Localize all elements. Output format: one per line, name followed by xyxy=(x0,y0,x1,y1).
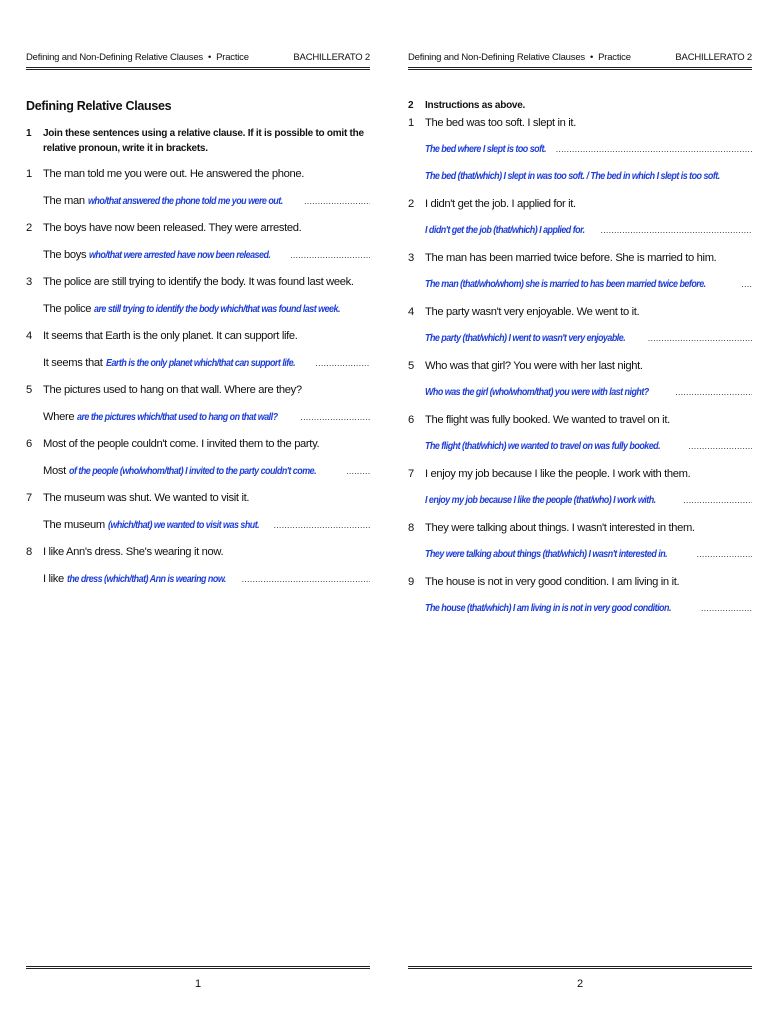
instructions-text: Instructions as above. xyxy=(425,100,526,111)
answer-text: The party (that/which) I went to wasn't very enjoyable. xyxy=(425,333,626,344)
exercise-item xyxy=(26,546,370,600)
answer-text: (which/that) we wanted to visit was shut. xyxy=(107,520,259,531)
item-question: I enjoy my job because I like the people. I work with them. xyxy=(425,468,691,480)
page-number: 2 xyxy=(576,978,584,990)
item-question: The police are still trying to identify the body. It was found last week. xyxy=(43,276,354,288)
answer-prefix: Where xyxy=(43,411,75,423)
answer-dots xyxy=(315,358,370,368)
page-number: 1 xyxy=(194,978,202,990)
item-question: They were talking about things. I wasn't interested in them. xyxy=(425,522,695,534)
header-title: Defining and Non-Defining Relative Clauses xyxy=(26,52,203,63)
item-question: The man has been married twice before. She is married to him. xyxy=(425,252,717,264)
page-content xyxy=(408,97,752,630)
answer-dots xyxy=(648,333,752,343)
instructions-text: Join these sentences using a relative clause. If it is possible to omit the relative pronoun, write it in brackets. xyxy=(43,128,364,154)
item-number: 6 xyxy=(26,438,32,450)
answer-text: of the people (who/whom/that) I invited to the party couldn't come. xyxy=(68,466,316,477)
answer-text: They were talking about things (that/which) I wasn't interested in. xyxy=(425,549,668,560)
item-number: 3 xyxy=(26,276,32,288)
item-number: 7 xyxy=(26,492,32,504)
answer-dots xyxy=(683,495,752,505)
item-question: The pictures used to hang on that wall. Where are they? xyxy=(43,384,302,396)
answer-text: Earth is the only planet which/that can support life. xyxy=(105,358,295,369)
item-number: 6 xyxy=(408,414,414,426)
answer-text: I enjoy my job because I like the people (that/who) I work with. xyxy=(425,495,656,506)
item-number: 2 xyxy=(26,222,32,234)
header-level: BACHILLERATO 2 xyxy=(293,52,370,63)
answer-dots xyxy=(701,603,752,613)
exercise-item xyxy=(408,360,752,414)
answer-prefix: The man xyxy=(43,195,85,207)
exercise-item xyxy=(26,222,370,276)
section-title: Defining Relative Clauses xyxy=(26,99,172,113)
page-content xyxy=(26,97,370,600)
exercise-item xyxy=(408,468,752,522)
answer-prefix: It seems that xyxy=(43,357,103,369)
header-title-group xyxy=(408,52,631,63)
exercise-item xyxy=(26,330,370,384)
item-number: 4 xyxy=(26,330,32,342)
exercise-item xyxy=(26,384,370,438)
item-number: 7 xyxy=(408,468,414,480)
page-footer-rule xyxy=(408,966,752,972)
page-2 xyxy=(402,0,758,1024)
item-question: The bed was too soft. I slept in it. xyxy=(425,117,576,129)
exercise-number: 2 xyxy=(408,100,414,111)
item-number: 8 xyxy=(26,546,32,558)
answer-text: The house (that/which) I am living in is not in very good condition. xyxy=(425,603,671,614)
page-1 xyxy=(20,0,376,1024)
item-number: 5 xyxy=(408,360,414,372)
header-bullet: • xyxy=(207,52,212,63)
exercise-item xyxy=(408,198,752,252)
item-question: The man told me you were out. He answered the phone. xyxy=(43,168,305,180)
item-number: 1 xyxy=(26,168,32,180)
header-title: Defining and Non-Defining Relative Clauses xyxy=(408,52,585,63)
answer-dots xyxy=(274,520,370,530)
header-title-group xyxy=(26,52,249,63)
item-number: 2 xyxy=(408,198,414,210)
item-question: The boys have now been released. They were arrested. xyxy=(43,222,302,234)
item-question: The house is not in very good condition. I am living in it. xyxy=(425,576,680,588)
answer-dots xyxy=(556,144,752,154)
item-question: I like Ann's dress. She's wearing it now. xyxy=(43,546,224,558)
item-question: The museum was shut. We wanted to visit it. xyxy=(43,492,250,504)
exercise-item xyxy=(26,438,370,492)
answer-prefix: The boys xyxy=(43,249,87,261)
answer-text: are the pictures which/that used to hang on that wall? xyxy=(77,412,278,423)
page-footer-rule xyxy=(26,966,370,972)
exercise-item xyxy=(408,576,752,630)
exercise-item xyxy=(408,414,752,468)
item-number: 8 xyxy=(408,522,414,534)
answer-text: The bed where I slept is too soft. xyxy=(425,144,546,155)
item-number: 5 xyxy=(26,384,32,396)
exercise-item xyxy=(26,168,370,222)
item-number: 4 xyxy=(408,306,414,318)
exercise-instructions xyxy=(26,122,370,168)
answer-dots xyxy=(242,574,370,584)
header-subtitle: Practice xyxy=(598,52,631,63)
answer-prefix: I like xyxy=(43,573,64,585)
answer-prefix: The museum xyxy=(43,519,105,531)
exercise-item xyxy=(408,252,752,306)
answer-text: who/that answered the phone told me you were out. xyxy=(87,196,283,207)
header-bullet: • xyxy=(589,52,594,63)
answer-dots xyxy=(741,279,752,289)
answer-dots xyxy=(601,225,752,235)
exercise-item xyxy=(26,276,370,330)
item-question: The party wasn't very enjoyable. We went to it. xyxy=(425,306,640,318)
answer-text: Who was the girl (who/whom/that) you were with last night? xyxy=(425,387,649,398)
answer-dots xyxy=(697,549,752,559)
answer-prefix: The police xyxy=(43,303,92,315)
answer-text: I didn't get the job (that/which) I applied for. xyxy=(425,225,585,236)
header-level: BACHILLERATO 2 xyxy=(675,52,752,63)
item-number: 1 xyxy=(408,117,414,129)
item-question: It seems that Earth is the only planet. It can support life. xyxy=(43,330,298,342)
item-question: Most of the people couldn't come. I invited them to the party. xyxy=(43,438,320,450)
exercise-item xyxy=(408,522,752,576)
item-question: I didn't get the job. I applied for it. xyxy=(425,198,576,210)
item-question: Who was that girl? You were with her last night. xyxy=(425,360,643,372)
answer-text: The flight (that/which) we wanted to travel on was fully booked. xyxy=(425,441,661,452)
answer-dots xyxy=(290,250,370,260)
answer-text: who/that were arrested have now been released. xyxy=(89,250,271,261)
header-subtitle: Practice xyxy=(216,52,249,63)
item-question: The flight was fully booked. We wanted to travel on it. xyxy=(425,414,670,426)
answer-text: The bed (that/which) I slept in was too soft. / The bed in which I slept is too soft. xyxy=(425,171,720,182)
answer-dots xyxy=(300,412,370,422)
answer-text: The man (that/who/whom) she is married to has been married twice before. xyxy=(425,279,706,290)
answer-prefix: Most xyxy=(43,465,66,477)
item-number: 3 xyxy=(408,252,414,264)
page-header xyxy=(408,40,752,70)
answer-text: are still trying to identify the body which/that was found last week. xyxy=(94,304,341,315)
exercise-item xyxy=(26,492,370,546)
exercise-item xyxy=(408,306,752,360)
exercise-instructions xyxy=(408,97,752,117)
answer-dots xyxy=(688,441,752,451)
item-number: 9 xyxy=(408,576,414,588)
exercise-item xyxy=(408,117,752,198)
answer-text: the dress (which/that) Ann is wearing now. xyxy=(66,574,226,585)
page-header xyxy=(26,40,370,70)
answer-dots xyxy=(675,387,752,397)
answer-dots xyxy=(304,196,370,206)
answer-dots xyxy=(346,466,370,476)
exercise-number: 1 xyxy=(26,128,32,139)
